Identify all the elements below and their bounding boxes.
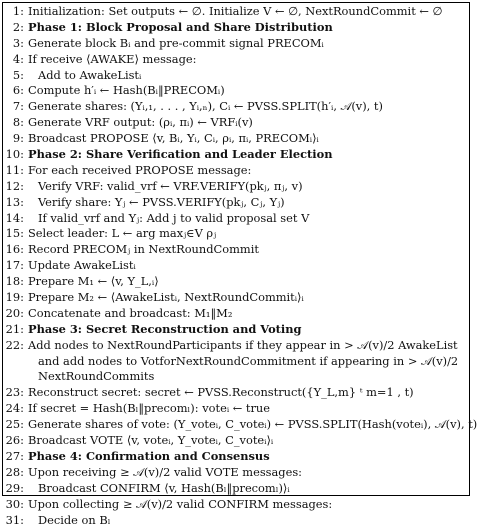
line-text: If valid_vrf and Yⱼ: Add j to valid proposal set V <box>38 211 309 225</box>
line-text: Broadcast VOTE ⟨v, voteᵢ, Y_voteᵢ, C_voteᵢ⟩ᵢ <box>28 433 273 447</box>
line-text: Generate block Bᵢ and pre-commit signal PRECOMᵢ <box>28 36 324 50</box>
line-number: 27: <box>5 449 24 465</box>
line-text: Add nodes to NextRoundParticipants if they appear in > 𝒜(v)/2 AwakeList <box>28 338 458 352</box>
line-text: Broadcast CONFIRM ⟨v, Hash(Bₗ‖precomₗ)⟩ᵢ <box>38 481 290 495</box>
algorithm-line <box>5 115 466 131</box>
line-number: 10: <box>5 147 24 163</box>
algorithm-line <box>5 433 466 449</box>
line-text: Update AwakeListᵢ <box>28 258 136 272</box>
line-number: 13: <box>5 195 24 211</box>
algorithm-line <box>5 226 466 242</box>
algorithm-line <box>5 465 466 481</box>
line-number: 12: <box>5 179 24 195</box>
line-number: 6: <box>5 83 24 99</box>
line-number: 5: <box>5 68 24 84</box>
line-number: 21: <box>5 322 24 338</box>
algorithm-line <box>5 195 466 211</box>
line-number: 30: <box>5 497 24 513</box>
line-text: Decide on Bₗ <box>38 513 111 527</box>
line-number: 25: <box>5 417 24 433</box>
line-number: 24: <box>5 401 24 417</box>
algorithm-line <box>5 481 466 497</box>
line-number: 18: <box>5 274 24 290</box>
algorithm-box <box>2 2 470 496</box>
algorithm-line <box>5 274 466 290</box>
algorithm-line <box>5 99 466 115</box>
line-number: 4: <box>5 52 24 68</box>
phase-heading: Phase 4: Confirmation and Consensus <box>28 449 270 463</box>
algorithm-line <box>5 322 466 338</box>
line-text: Prepare M₁ ← ⟨v, Y_L,ᵢ⟩ <box>28 274 159 288</box>
line-text: If secret = Hash(Bₗ‖precomₗ): voteᵢ ← true <box>28 401 270 415</box>
line-number: 14: <box>5 211 24 227</box>
line-text: Verify VRF: valid_vrf ← VRF.VERIFY(pkⱼ, πⱼ, v) <box>38 179 303 193</box>
line-text: Generate VRF output: (ρᵢ, πᵢ) ← VRFᵢ(v) <box>28 115 253 129</box>
algorithm-line <box>5 242 466 258</box>
line-number: 22: <box>5 338 24 354</box>
algorithm-line <box>5 417 466 433</box>
algorithm-line <box>5 52 466 68</box>
phase-heading: Phase 3: Secret Reconstruction and Voting <box>28 322 302 336</box>
line-text: Upon receiving ≥ 𝒜(v)/2 valid VOTE messages: <box>28 465 302 479</box>
line-number: 20: <box>5 306 24 322</box>
algorithm-line <box>5 68 466 84</box>
phase-heading: Phase 1: Block Proposal and Share Distribution <box>28 20 333 34</box>
line-number: 31: <box>5 513 24 528</box>
line-number: 26: <box>5 433 24 449</box>
line-number: 29: <box>5 481 24 497</box>
algorithm-line <box>5 83 466 99</box>
line-text: Broadcast PROPOSE ⟨v, Bᵢ, Yᵢ, Cᵢ, ρᵢ, πᵢ, PRECOMᵢ⟩ᵢ <box>28 131 319 145</box>
line-text: Add to AwakeListᵢ <box>38 68 141 82</box>
algorithm-line <box>5 36 466 52</box>
algorithm-line <box>5 497 466 513</box>
line-text: Compute h′ᵢ ← Hash(Bᵢ‖PRECOMᵢ) <box>28 83 225 97</box>
line-text: For each received PROPOSE message: <box>28 163 251 177</box>
line-number: 2: <box>5 20 24 36</box>
line-number: 9: <box>5 131 24 147</box>
algorithm-line <box>5 131 466 147</box>
line-text: Initialization: Set outputs ← ∅. Initialize V ← ∅, NextRoundCommit ← ∅ <box>28 4 442 18</box>
line-text: Record PRECOMⱼ in NextRoundCommit <box>28 242 259 256</box>
algorithm-line <box>5 163 466 179</box>
line-text: Verify share: Yⱼ ← PVSS.VERIFY(pkⱼ, Cⱼ, Yⱼ) <box>38 195 285 209</box>
line-number: 19: <box>5 290 24 306</box>
line-number: 11: <box>5 163 24 179</box>
algorithm-line <box>5 449 466 465</box>
algorithm-line <box>5 4 466 20</box>
algorithm-line <box>5 147 466 163</box>
algorithm-line <box>5 306 466 322</box>
line-text: NextRoundCommits <box>38 369 154 383</box>
algorithm-line <box>5 179 466 195</box>
algorithm-line <box>5 354 466 370</box>
line-text: Reconstruct secret: secret ← PVSS.Reconstruct({Y_L,m} ᵗ m=1 , t) <box>28 385 414 399</box>
line-text: Upon collecting ≥ 𝒜(v)/2 valid CONFIRM messages: <box>28 497 332 511</box>
line-text: and add nodes to VotforNextRoundCommitment if appearing in > 𝒜(v)/2 <box>38 354 458 368</box>
algorithm-line <box>5 20 466 36</box>
algorithm-line <box>5 369 466 385</box>
algorithm-line <box>5 258 466 274</box>
line-number: 28: <box>5 465 24 481</box>
algorithm-line <box>5 211 466 227</box>
phase-heading: Phase 2: Share Verification and Leader Election <box>28 147 333 161</box>
line-text: Prepare M₂ ← ⟨AwakeListᵢ, NextRoundCommitᵢ⟩ᵢ <box>28 290 304 304</box>
line-number: 1: <box>5 4 24 20</box>
line-text: Concatenate and broadcast: M₁‖M₂ <box>28 306 232 320</box>
line-number: 17: <box>5 258 24 274</box>
algorithm-line <box>5 401 466 417</box>
algorithm-line <box>5 513 466 528</box>
algorithm-line <box>5 338 466 354</box>
line-text: Select leader: L ← arg maxⱼ∈V ρⱼ <box>28 226 216 240</box>
line-text: Generate shares of vote: (Y_voteᵢ, C_voteᵢ) ← PVSS.SPLIT(Hash(voteᵢ), 𝒜(v), t) <box>28 417 477 431</box>
line-number: 3: <box>5 36 24 52</box>
line-number: 8: <box>5 115 24 131</box>
line-number: 7: <box>5 99 24 115</box>
algorithm-line <box>5 290 466 306</box>
line-text: If receive ⟨AWAKE⟩ message: <box>28 52 196 66</box>
line-number: 15: <box>5 226 24 242</box>
algorithm-line <box>5 385 466 401</box>
line-text: Generate shares: (Yᵢ,₁, . . . , Yᵢ,ₙ), Cᵢ ← PVSS.SPLIT(h′ᵢ, 𝒜(v), t) <box>28 99 383 113</box>
line-number: 16: <box>5 242 24 258</box>
line-number: 23: <box>5 385 24 401</box>
